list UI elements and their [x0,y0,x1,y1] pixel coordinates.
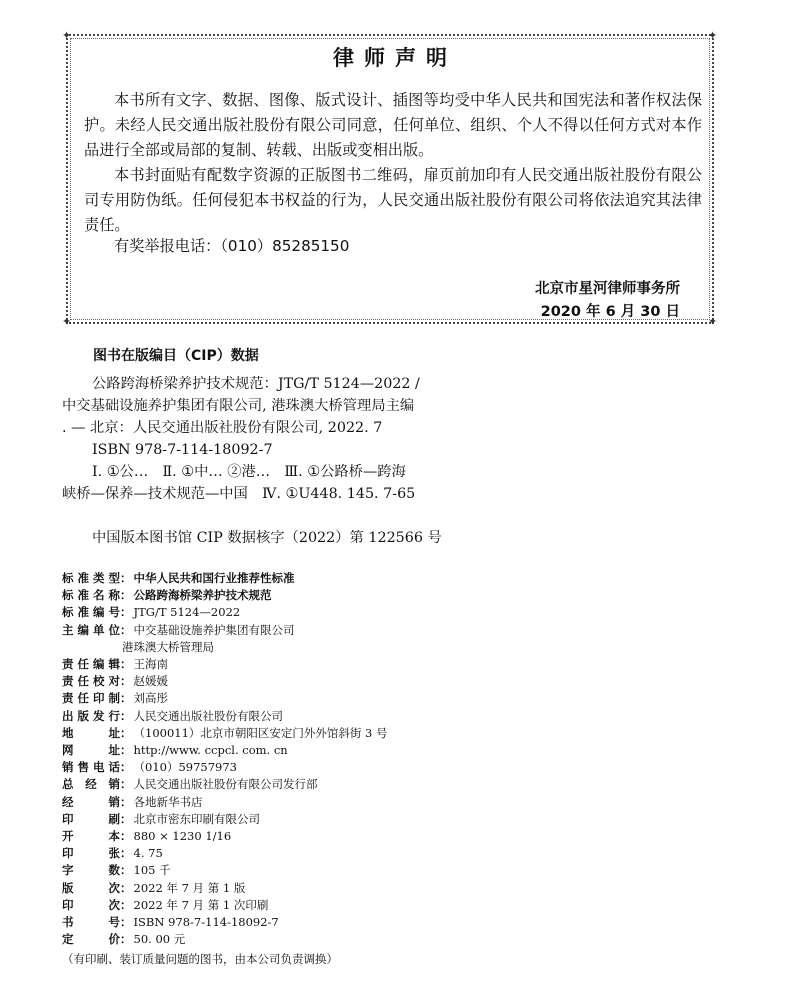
info-colon: ： [120,760,132,775]
report-hotline: 有奖举报电话：（010）85285150 [114,237,350,255]
info-colon: ： [120,897,132,912]
statement-paragraph-1: 本书所有文字、数据、图像、版式设计、插图等均受中华人民共和国宪法和著作权法保护。未经人民交通出版社股份有限公司同意，任何单位、组织、个人不得以任何方式对本作品进行全部或局部的复制、转载、出版或变相出版。 [84,91,702,159]
info-row [62,880,388,897]
info-row [62,604,388,621]
info-label: 责 任 编 辑 [62,657,120,672]
info-value: 刘高彤 [133,691,168,706]
info-colon: ： [120,657,132,672]
info-label: 责 任 印 制 [62,691,120,706]
info-row [62,828,388,845]
info-colon: ： [120,588,132,603]
info-row [62,639,388,656]
info-value: ISBN 978-7-114-18092-7 [133,915,279,930]
info-value: 王海南 [133,657,168,672]
info-row [62,742,388,759]
info-label: 经 销 [62,794,120,809]
info-row [62,622,388,639]
info-label: 版 次 [62,880,120,895]
info-label: 责 任 校 对 [62,674,120,689]
info-label: 印 次 [62,897,120,912]
info-colon: ： [120,811,132,826]
info-value: 北京市密东印刷有限公司 [133,811,260,826]
info-row [62,725,388,742]
info-colon: ： [120,777,132,792]
info-value: （010）59757973 [133,760,237,775]
info-colon: ： [120,880,132,895]
info-row [62,776,388,793]
info-label: 标 准 编 号 [62,605,120,620]
info-value: 2022 年 7 月 第 1 次印刷 [133,897,269,912]
info-colon: ： [120,708,132,723]
info-value: 赵媛媛 [133,674,168,689]
info-label: 销 售 电 话 [62,760,120,775]
info-label: 书 号 [62,915,120,930]
info-colon: ： [120,829,132,844]
info-row [62,673,388,690]
frame-corner-ornament: ✦ [708,29,718,42]
statement-paragraph-2: 本书封面贴有配数字资源的正版图书二维码，扉页前加印有人民交通出版社股份有限公司专用防伪纸。任何侵犯本书权益的行为，人民交通出版社股份有限公司将依法追究其法律责任。 [84,166,702,234]
info-row [62,570,388,587]
info-label: 标 准 名 称 [62,588,120,603]
cip-line: ISBN 978-7-114-18092-7 [92,442,273,458]
info-value: 人民交通出版社股份有限公司 [133,708,283,723]
cip-heading: 图书在版编目（CIP）数据 [93,348,259,364]
info-value: 105 千 [133,863,171,878]
info-label: 主 编 单 位 [62,622,120,637]
info-colon: ： [120,743,132,758]
info-row [62,690,388,707]
info-value: 中交基础设施养护集团有限公司 [133,622,295,637]
info-row [62,708,388,725]
info-colon: ： [120,863,132,878]
info-row [62,897,388,914]
statement-title: 律师声明 [333,46,457,70]
info-colon: ： [120,846,132,861]
law-firm-name: 北京市星河律师事务所 [535,281,680,297]
info-colon: ： [120,932,132,947]
info-label: 出 版 发 行 [62,708,120,723]
info-value: 港珠澳大桥管理局 [122,639,214,654]
info-label: 总 经 销 [62,777,120,792]
info-value: 人民交通出版社股份有限公司发行部 [133,777,318,792]
info-value: 2022 年 7 月 第 1 版 [133,880,246,895]
info-row [62,811,388,828]
frame-corner-ornament: ✦ [62,29,72,42]
info-colon: ： [120,674,132,689]
info-row [62,845,388,862]
info-label: 网 址 [62,743,120,758]
info-value: 公路跨海桥梁养护技术规范 [133,588,272,603]
cip-verification: 中国版本图书馆 CIP 数据核字（2022）第 122566 号 [92,530,442,546]
info-label: 印 张 [62,846,120,861]
info-row [62,931,388,948]
info-row [62,656,388,673]
info-colon: ： [120,725,132,740]
info-row [62,759,388,776]
info-colon: ： [120,794,132,809]
info-colon: ： [120,571,132,585]
cip-line: Ⅰ. ①公… Ⅱ. ①中… ②港… Ⅲ. ①公路桥—跨海 [92,464,406,480]
info-row [62,914,388,931]
info-row [62,794,388,811]
info-label: 定 价 [62,932,120,947]
info-value: 4. 75 [133,846,163,861]
cip-line: 公路跨海桥梁养护技术规范：JTG/T 5124—2022 / [92,376,420,392]
info-value: 中华人民共和国行业推荐性标准 [133,571,295,585]
info-value: JTG/T 5124—2022 [133,605,241,620]
info-colon: ： [120,691,132,706]
cip-line: 峡桥—保养—技术规范—中国 Ⅳ. ①U448. 145. 7-65 [62,486,416,502]
cip-line: 中交基础设施养护集团有限公司, 港珠澳大桥管理局主编 [62,398,415,414]
info-colon: ： [120,622,132,637]
statement-date: 2020 年 6 月 30 日 [540,304,680,320]
info-label: 标 准 类 型 [62,571,120,585]
info-row [62,862,388,879]
quality-note: （有印刷、装订质量问题的图书，由本公司负责调换） [62,952,338,966]
info-value: 880 × 1230 1/16 [133,829,232,844]
info-value: http://www. ccpcl. com. cn [133,743,288,758]
info-label: 印 刷 [62,811,120,826]
publication-info [62,570,388,948]
info-colon: ： [120,915,132,930]
info-label: 字 数 [62,863,120,878]
cip-line: . — 北京：人民交通出版社股份有限公司, 2022. 7 [62,420,383,436]
info-label: 开 本 [62,829,120,844]
info-row [62,587,388,604]
frame-corner-ornament: ✦ [62,315,72,328]
info-value: 各地新华书店 [133,794,203,809]
info-label: 地 址 [62,725,120,740]
frame-corner-ornament: ✦ [708,315,718,328]
cip-record [62,373,452,505]
info-colon: ： [120,605,132,620]
info-value: 50. 00 元 [133,932,186,947]
info-value: （100011）北京市朝阳区安定门外外馆斜街 3 号 [133,725,388,740]
